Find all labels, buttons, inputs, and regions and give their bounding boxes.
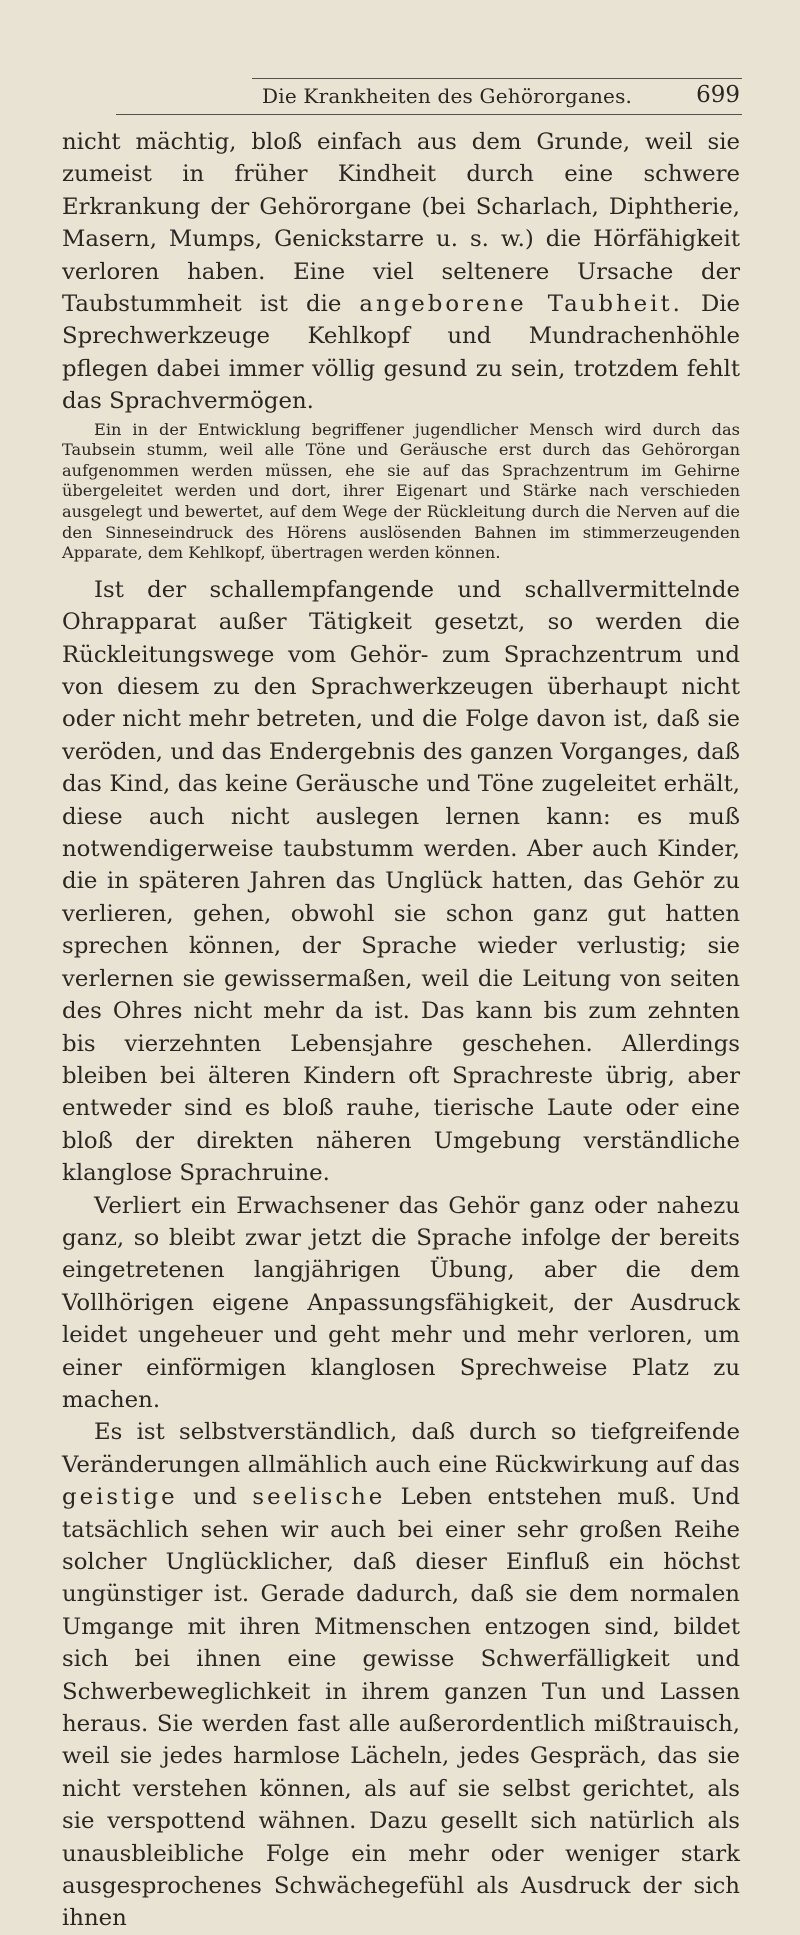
paragraph-4 — [62, 1416, 740, 1935]
paragraph-4-text-a: Es ist selbstverständlich, daß durch so tiefgreifende Veränderungen allmählich auch eine Rückwirkung auf das — [62, 1419, 740, 1478]
top-rule — [252, 78, 742, 79]
paragraph-4-text-mid: und — [193, 1484, 237, 1511]
paragraph-4-text-b: Leben entstehen muß. Und tatsächlich sehen wir auch bei einer sehr großen Reihe solcher Unglücklicher, daß dieser Einfluß ein höchst ungünstiger ist. Gerade dadurch, daß sie dem normalen Umgange mit ihren Mitmenschen entzogen sind, bildet sich bei ihnen eine gewisse Schwerfälligkeit und Schwerbeweglichkeit in ihrem ganzen Tun und Lassen heraus. Sie werden fast alle außerordentlich mißtrauisch, weil sie jedes harmlose Lächeln, jedes Gespräch, das sie nicht verstehen können, als auf sie selbst gerichtet, als sie verspottend wähnen. Dazu gesellt sich natürlich als unausbleibliche Folge ein mehr oder weniger stark ausgesprochenes Schwächegefühl als Ausdruck der sich ihnen — [62, 1484, 741, 1932]
paragraph-3: Verliert ein Erwachsener das Gehör ganz oder nahezu ganz, so bleibt zwar jetzt die Sprache infolge der bereits eingetretenen langjährigen Übung, aber die dem Vollhörigen eigene Anpassungsfähigkeit, der Ausdruck leidet ungeheuer und geht mehr und mehr verloren, um einer einförmigen klanglosen Sprechweise Platz zu machen. — [62, 1192, 740, 1413]
emphasis-seelische: seelische — [252, 1484, 386, 1511]
paragraph-1-text-b: Die Sprechwerkzeuge Kehlkopf und Mundrachenhöhle pflegen dabei immer völlig gesund zu sein, trotzdem fehlt das Sprachvermögen. — [62, 291, 740, 415]
header-rule — [116, 114, 742, 115]
paragraph-1-text-a: nicht mächtig, bloß einfach aus dem Grunde, weil sie zumeist in früher Kindheit durch eine schwere Erkrankung der Gehörorgane (bei Scharlach, Diphtherie, Masern, Mumps, Genickstarre u. s. w.) die Hörfähigkeit verloren haben. Eine viel seltenere Ursache der Taubstummheit ist die — [62, 129, 740, 318]
small-print-paragraph: Ein in der Entwicklung begriffener jugendlicher Mensch wird durch das Taubsein stumm, weil alle Töne und Geräusche erst durch das Gehörorgan aufgenommen werden müssen, ehe sie auf das Sprachzentrum im Gehirne übergeleitet werden und dort, ihrer Eigenart und Stärke nach verschieden ausgelegt und bewertet, auf dem Wege der Rückleitung durch die Nerven auf die den Sinneseindruck des Hörens auslösenden Bahnen im stimmerzeugenden Apparate, dem Kehlkopf, übertragen werden können. — [62, 419, 740, 563]
page-number: 699 — [696, 82, 740, 108]
emphasis-angeborene-taubheit: angeborene Taubheit. — [359, 291, 683, 318]
paragraph-2: Ist der schallempfangende und schallvermittelnde Ohrapparat außer Tätigkeit gesetzt, so werden die Rückleitungswege vom Gehör- zum Sprachzentrum und von diesem zu den Sprachwerkzeugen überhaupt nicht oder nicht mehr betreten, und die Folge davon ist, daß sie veröden, und das Endergebnis des ganzen Vorganges, daß das Kind, das keine Geräusche und Töne zugeleitet erhält, diese auch nicht auslegen lernen kann: es muß notwendigerweise taubstumm werden. Aber auch Kinder, die in späteren Jahren das Unglück hatten, das Gehör zu verlieren, gehen, obwohl sie schon ganz gut hatten sprechen können, der Sprache wieder verlustig; sie verlernen sie gewissermaßen, weil die Leitung von seiten des Ohres nicht mehr da ist. Das kann bis zum zehnten bis vierzehnten Lebensjahre geschehen. Allerdings bleiben bei älteren Kindern oft Sprachreste übrig, aber entweder sind es bloß rauhe, tierische Laute oder eine bloß der direkten näheren Umgebung verständliche klanglose Sprachruine. — [62, 576, 740, 1187]
page-body — [62, 126, 740, 1935]
paragraph-1 — [62, 126, 740, 418]
running-title: Die Krankheiten des Gehörorganes. — [262, 84, 633, 108]
emphasis-geistige: geistige — [62, 1484, 178, 1511]
running-header — [262, 82, 740, 114]
